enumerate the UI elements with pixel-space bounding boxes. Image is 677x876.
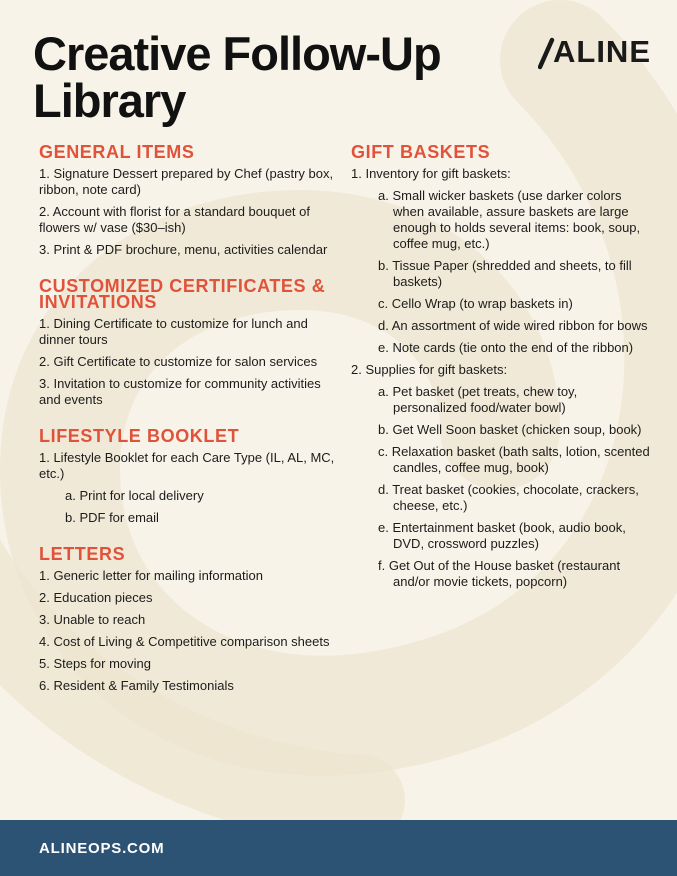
list-item: 3. Unable to reach [39, 612, 146, 627]
list-item: 2. Gift Certificate to customize for salon services [39, 354, 318, 369]
list-item: 1. Lifestyle Booklet for each Care Type (IL, AL, MC, etc.) [39, 450, 335, 481]
page-title-line-1: Creative Follow-Up [33, 27, 441, 80]
letters-section [39, 546, 339, 694]
page-title-line-2: Library [33, 74, 186, 127]
list-item: 1. Signature Dessert prepared by Chef (pastry box, ribbon, note card) [39, 166, 334, 197]
section-heading: LETTERS [39, 544, 126, 564]
list-item: 1. Dining Certificate to customize for lunch and dinner tours [39, 316, 308, 347]
sub-list-item: a. Pet basket (pet treats, chew toy, personalized food/water bowl) [378, 384, 578, 415]
sub-list-item: b. Get Well Soon basket (chicken soup, book) [378, 422, 642, 437]
page-title [33, 27, 441, 127]
footer-url-link[interactable]: ALINEOPS.COM [39, 840, 165, 857]
section-heading: CUSTOMIZED CERTIFICATES & INVITATIONS [39, 276, 326, 312]
section-heading: GIFT BASKETS [351, 142, 491, 162]
sub-list-item: f. Get Out of the House basket (restaurant and/or movie tickets, popcorn) [378, 558, 621, 589]
section-heading: LIFESTYLE BOOKLET [39, 426, 240, 446]
sub-list-item: b. Tissue Paper (shredded and sheets, to fill baskets) [378, 258, 632, 289]
sub-list-item: d. An assortment of wide wired ribbon for bows [378, 318, 648, 333]
list-item: 2. Education pieces [39, 590, 153, 605]
gift-baskets-section [351, 144, 651, 590]
certificates-section [39, 278, 339, 408]
right-column [351, 140, 651, 610]
left-column [39, 140, 339, 714]
sub-list-item: c. Cello Wrap (to wrap baskets in) [378, 296, 573, 311]
list-item: 1. Inventory for gift baskets: [351, 166, 511, 181]
sub-list-item: c. Relaxation basket (bath salts, lotion, scented candles, coffee mug, book) [378, 444, 650, 475]
section-heading: GENERAL ITEMS [39, 142, 195, 162]
sub-list-item: e. Note cards (tie onto the end of the ribbon) [378, 340, 634, 355]
list-item: 2. Supplies for gift baskets: [351, 362, 508, 377]
lifestyle-booklet-section [39, 428, 339, 526]
list-item: 6. Resident & Family Testimonials [39, 678, 234, 693]
logo-text: ALINE [553, 34, 651, 69]
list-item: 1. Generic letter for mailing information [39, 568, 263, 583]
sub-list-item: d. Treat basket (cookies, chocolate, crackers, cheese, etc.) [378, 482, 639, 513]
list-item: 3. Print & PDF brochure, menu, activities calendar [39, 242, 328, 257]
sub-list-item: b. PDF for email [65, 510, 159, 525]
footer-bar [0, 820, 677, 876]
sub-list-item: e. Entertainment basket (book, audio book, DVD, crossword puzzles) [378, 520, 626, 551]
sub-list-item: a. Small wicker baskets (use darker colors when available, assure baskets are large enough to holds several items: book, soup, coffee mug, etc.) [378, 188, 641, 251]
list-item: 2. Account with florist for a standard bouquet of flowers w/ vase ($30–ish) [39, 204, 310, 235]
list-item: 4. Cost of Living & Competitive comparison sheets [39, 634, 330, 649]
list-item: 5. Steps for moving [39, 656, 151, 671]
general-items-section [39, 144, 339, 258]
sub-list-item: a. Print for local delivery [65, 488, 204, 503]
list-item: 3. Invitation to customize for community activities and events [39, 376, 321, 407]
